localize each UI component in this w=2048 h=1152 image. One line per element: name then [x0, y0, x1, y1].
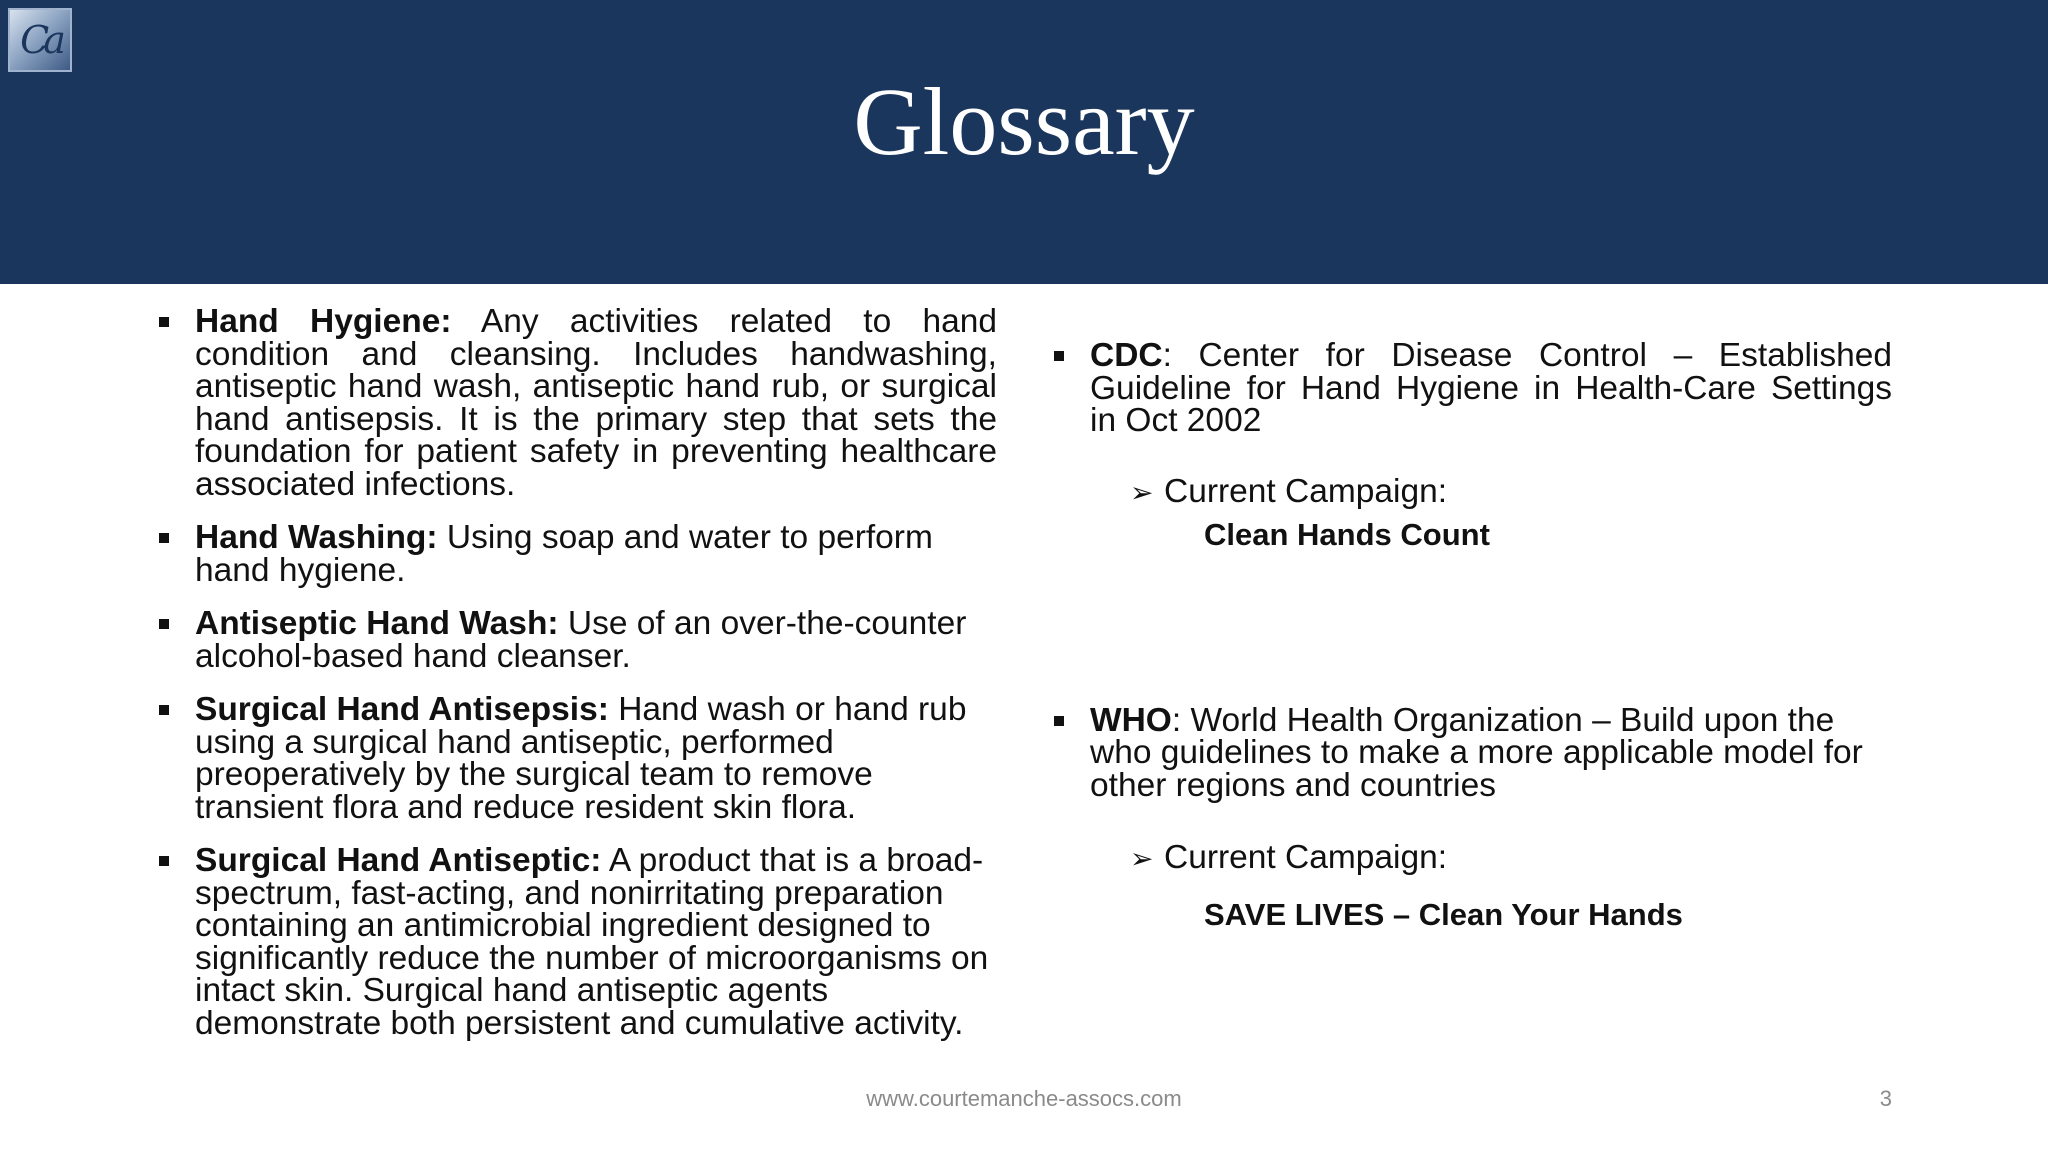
square-bullet-icon [159, 533, 169, 543]
arrow-bullet-icon: ➢ [1130, 843, 1154, 874]
term-definition: Use of an over-the-counter alcohol-based hand cleanser. [195, 605, 967, 675]
campaign-label: Current Campaign: [1164, 472, 1448, 510]
glossary-item-hand-hygiene [155, 303, 997, 503]
square-bullet-icon [159, 317, 169, 327]
term-name: Hand Washing: [195, 519, 438, 556]
term-definition: : World Health Organization – Build upon the who guidelines to make a more applicable model for other regions and countries [1090, 701, 1863, 804]
term-definition: Using soap and water to perform hand hygiene. [195, 519, 933, 589]
term-definition: A product that is a broad-spectrum, fast-acting, and nonirritating preparation containing an antimicrobial ingredient designed to significantly reduce the number of microorganisms on intact skin. Surgical hand antiseptic agents demonstrate both persistent and cumulative activity. [195, 842, 989, 1042]
term-name: Surgical Hand Antiseptic: [195, 842, 602, 879]
cdc-campaign-name: Clean Hands Count [1204, 516, 1490, 552]
term-name: Surgical Hand Antisepsis: [195, 691, 609, 728]
arrow-bullet-icon: ➢ [1130, 476, 1154, 508]
glossary-item-cdc [1050, 337, 1892, 439]
glossary-item-antiseptic-hand-wash [155, 605, 997, 675]
square-bullet-icon [159, 705, 169, 715]
glossary-item-who [1050, 701, 1892, 804]
who-campaign-label [1130, 840, 1892, 877]
square-bullet-icon [159, 856, 169, 866]
square-bullet-icon [1054, 351, 1064, 361]
square-bullet-icon [159, 619, 169, 629]
company-logo[interactable] [8, 8, 72, 72]
glossary-item-surgical-hand-antisepsis [155, 691, 997, 826]
term-name: Antiseptic Hand Wash: [195, 605, 559, 642]
footer-url[interactable]: www.courtemanche-assocs.com [866, 1086, 1182, 1111]
term-definition: : Center for Disease Control – Established Guideline for Hand Hygiene in Health-Care Settings in Oct 2002 [1090, 337, 1892, 439]
glossary-item-surgical-hand-antiseptic [155, 842, 997, 1042]
campaign-label: Current Campaign: [1164, 839, 1448, 876]
cdc-campaign-label [1130, 474, 1892, 511]
term-definition: Hand wash or hand rub using a surgical hand antiseptic, performed preoperatively by the surgical team to remove transient flora and reduce resident skin flora. [195, 691, 967, 826]
left-glossary-column [155, 303, 997, 1061]
glossary-item-hand-washing [155, 519, 997, 589]
term-name: CDC [1090, 337, 1163, 374]
term-name: Hand Hygiene: [195, 303, 452, 340]
page-number: 3 [1879, 1086, 1892, 1111]
header-band [0, 0, 2048, 284]
logo-monogram: Ca [20, 18, 60, 62]
slide-title: Glossary [853, 68, 1195, 175]
term-name: WHO [1090, 701, 1172, 739]
square-bullet-icon [1054, 716, 1064, 726]
right-glossary-column [1050, 337, 1892, 933]
term-definition: Any activities related to hand condition and cleansing. Includes handwashing, antiseptic hand wash, antiseptic hand rub, or surgical hand antisepsis. It is the primary step that sets the foundation for patient safety in preventing healthcare associated infections. [195, 303, 997, 503]
who-campaign-name: SAVE LIVES – Clean Your Hands [1204, 897, 1683, 932]
